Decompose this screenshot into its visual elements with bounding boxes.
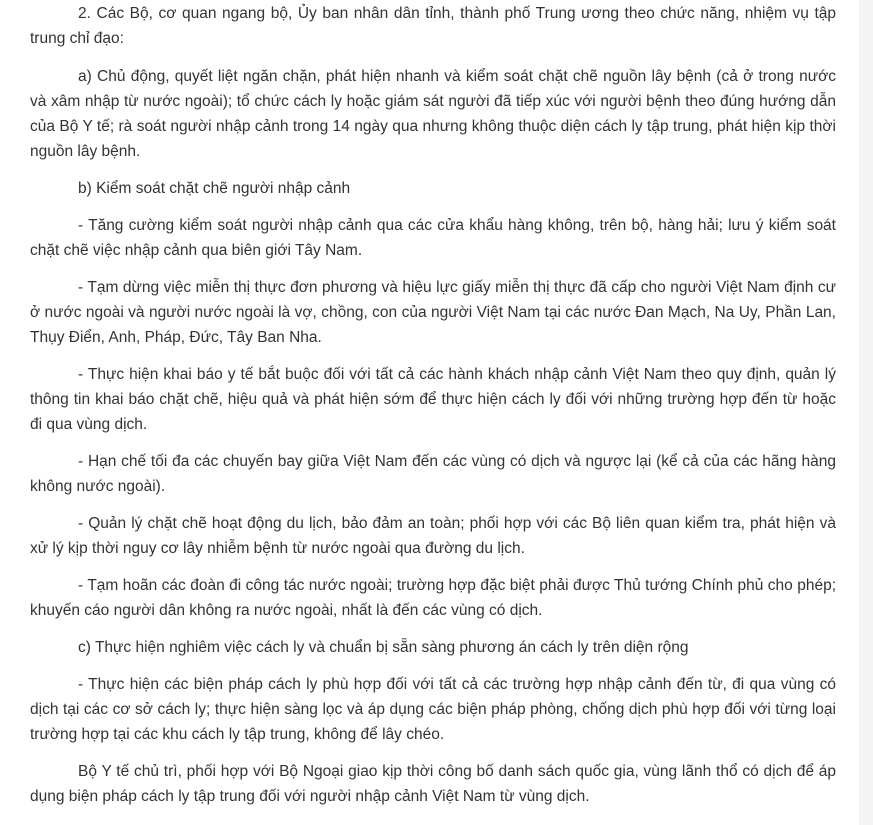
paragraph-b-4: - Hạn chế tối đa các chuyến bay giữa Việt Nam đến các vùng có dịch và ngược lại (kể cả của các hãng hàng không nước ngoài). [30,453,836,495]
paragraph-b-5: - Quản lý chặt chẽ hoạt động du lịch, bảo đảm an toàn; phối hợp với các Bộ liên quan kiểm tra, phát hiện và xử lý kịp thời nguy cơ lây nhiễm bệnh từ nước ngoài qua đường du lịch. [30,515,836,557]
paragraph-b: b) Kiểm soát chặt chẽ người nhập cảnh [78,180,351,197]
paragraph-c: c) Thực hiện nghiêm việc cách ly và chuẩn bị sẵn sàng phương án cách ly trên diện rộng [78,639,689,656]
paragraph-a: a) Chủ động, quyết liệt ngăn chặn, phát hiện nhanh và kiểm soát chặt chẽ nguồn lây bệnh (cả ở trong nước và xâm nhập từ nước ngoài); tổ chức cách ly hoặc giám sát người đã tiếp xúc với người bệnh theo đúng hướng dẫn của Bộ Y tế; rà soát người nhập cảnh trong 14 ngày qua nhưng không thuộc diện cách ly tập trung, phát hiện kịp thời nguồn lây bệnh. [30,68,836,160]
paragraph-section-2: 2. Các Bộ, cơ quan ngang bộ, Ủy ban nhân dân tỉnh, thành phố Trung ương theo chức năng, nhiệm vụ tập trung chỉ đạo: [30,5,836,47]
paragraph-b-6: - Tạm hoãn các đoàn đi công tác nước ngoài; trường hợp đặc biệt phải được Thủ tướng Chính phủ cho phép; khuyến cáo người dân không ra nước ngoài, nhất là đến các vùng có dịch. [30,577,836,619]
scrollbar[interactable] [859,0,873,825]
paragraph-b-3: - Thực hiện khai báo y tế bắt buộc đối với tất cả các hành khách nhập cảnh Việt Nam theo quy định, quản lý thông tin khai báo chặt chẽ, hiệu quả và phát hiện sớm để thực hiện cách ly đối với những trường hợp đến từ hoặc đi qua vùng dịch. [30,366,836,433]
paragraph-c-1: - Thực hiện các biện pháp cách ly phù hợp đối với tất cả các trường hợp nhập cảnh đến từ, đi qua vùng có dịch tại các cơ sở cách ly; thực hiện sàng lọc và áp dụng các biện pháp phòng, chống dịch phù hợp đối với từng loại trường hợp tại các khu cách ly tập trung, không để lây chéo. [30,676,836,743]
paragraph-c-2: Bộ Y tế chủ trì, phối hợp với Bộ Ngoại giao kịp thời công bố danh sách quốc gia, vùng lãnh thổ có dịch để áp dụng biện pháp cách ly tập trung đối với người nhập cảnh Việt Nam từ vùng dịch. [30,763,836,805]
paragraph-b-1: - Tăng cường kiểm soát người nhập cảnh qua các cửa khẩu hàng không, trên bộ, hàng hải; lưu ý kiểm soát chặt chẽ việc nhập cảnh qua biên giới Tây Nam. [30,217,836,259]
paragraph-b-2: - Tạm dừng việc miễn thị thực đơn phương và hiệu lực giấy miễn thị thực đã cấp cho người Việt Nam định cư ở nước ngoài và người nước ngoài là vợ, chồng, con của người Việt Nam tại các nước Đan Mạch, Na Uy, Phần Lan, Thụy Điển, Anh, Pháp, Đức, Tây Ban Nha. [30,279,836,346]
